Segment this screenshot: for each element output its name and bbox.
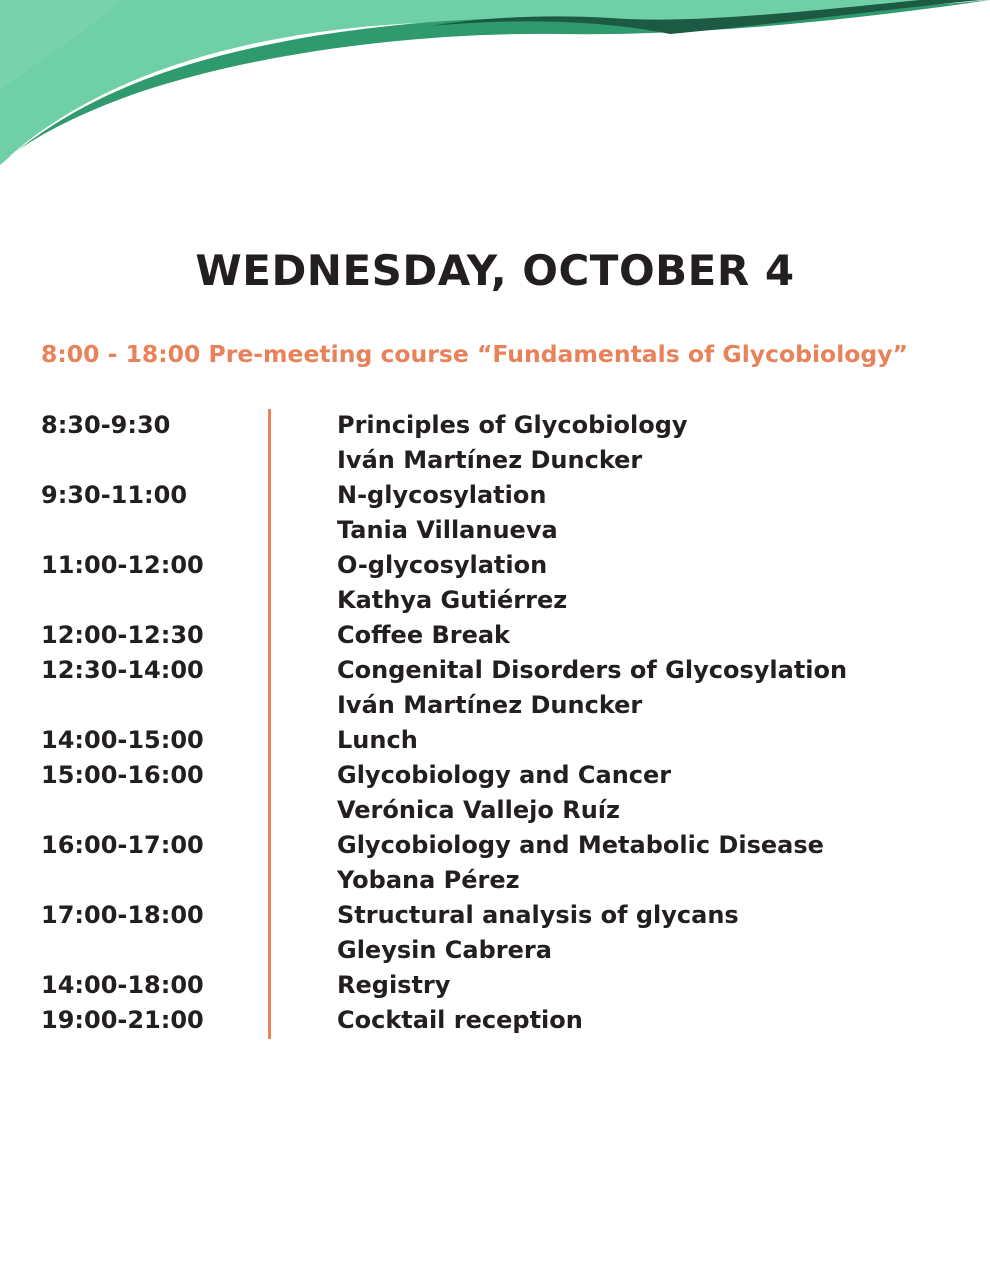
- session-title: Glycobiology and Cancer: [337, 761, 672, 789]
- schedule-item: [0, 898, 990, 968]
- session-speaker: Iván Martínez Duncker: [337, 446, 643, 474]
- session-title: N-glycosylation: [337, 481, 547, 509]
- session-speaker: Verónica Vallejo Ruíz: [337, 796, 620, 824]
- schedule-item: [0, 548, 990, 618]
- session-title: Congenital Disorders of Glycosylation: [337, 656, 848, 684]
- schedule-time: 11:00-12:00: [41, 551, 204, 579]
- schedule-time: 14:00-18:00: [41, 971, 204, 999]
- session-speaker: Gleysin Cabrera: [337, 936, 552, 964]
- schedule-item: [0, 408, 990, 478]
- schedule-item: [0, 618, 990, 653]
- schedule-item: [0, 758, 990, 828]
- session-speaker: Iván Martínez Duncker: [337, 691, 643, 719]
- schedule-time: 12:30-14:00: [41, 656, 204, 684]
- schedule-item: [0, 828, 990, 898]
- schedule-time: 15:00-16:00: [41, 761, 204, 789]
- header-wave-decoration: [0, 0, 990, 180]
- schedule-time: 12:00-12:30: [41, 621, 204, 649]
- schedule-time: 14:00-15:00: [41, 726, 204, 754]
- schedule-time: 9:30-11:00: [41, 481, 188, 509]
- schedule-time: 19:00-21:00: [41, 1006, 204, 1034]
- session-speaker: Kathya Gutiérrez: [337, 586, 568, 614]
- schedule-item: [0, 968, 990, 1003]
- session-title: Glycobiology and Metabolic Disease: [337, 831, 824, 859]
- session-speaker: Yobana Pérez: [337, 866, 520, 894]
- schedule-item: [0, 653, 990, 723]
- schedule-item: [0, 723, 990, 758]
- session-speaker: Tania Villanueva: [337, 516, 558, 544]
- page-title: WEDNESDAY, OCTOBER 4: [195, 246, 795, 295]
- session-title: O-glycosylation: [337, 551, 548, 579]
- schedule-time: 16:00-17:00: [41, 831, 204, 859]
- session-title: Structural analysis of glycans: [337, 901, 739, 929]
- pre-meeting-course: 8:00 - 18:00 Pre-meeting course “Fundamentals of Glycobiology”: [41, 340, 908, 368]
- schedule-time: 8:30-9:30: [41, 411, 171, 439]
- session-title: Registry: [337, 971, 451, 999]
- session-title: Principles of Glycobiology: [337, 411, 688, 439]
- session-title: Coffee Break: [337, 621, 511, 649]
- schedule-item: [0, 478, 990, 548]
- schedule-list: [0, 408, 990, 1038]
- session-title: Lunch: [337, 726, 418, 754]
- schedule-time: 17:00-18:00: [41, 901, 204, 929]
- session-title: Cocktail reception: [337, 1006, 583, 1034]
- schedule-item: [0, 1003, 990, 1038]
